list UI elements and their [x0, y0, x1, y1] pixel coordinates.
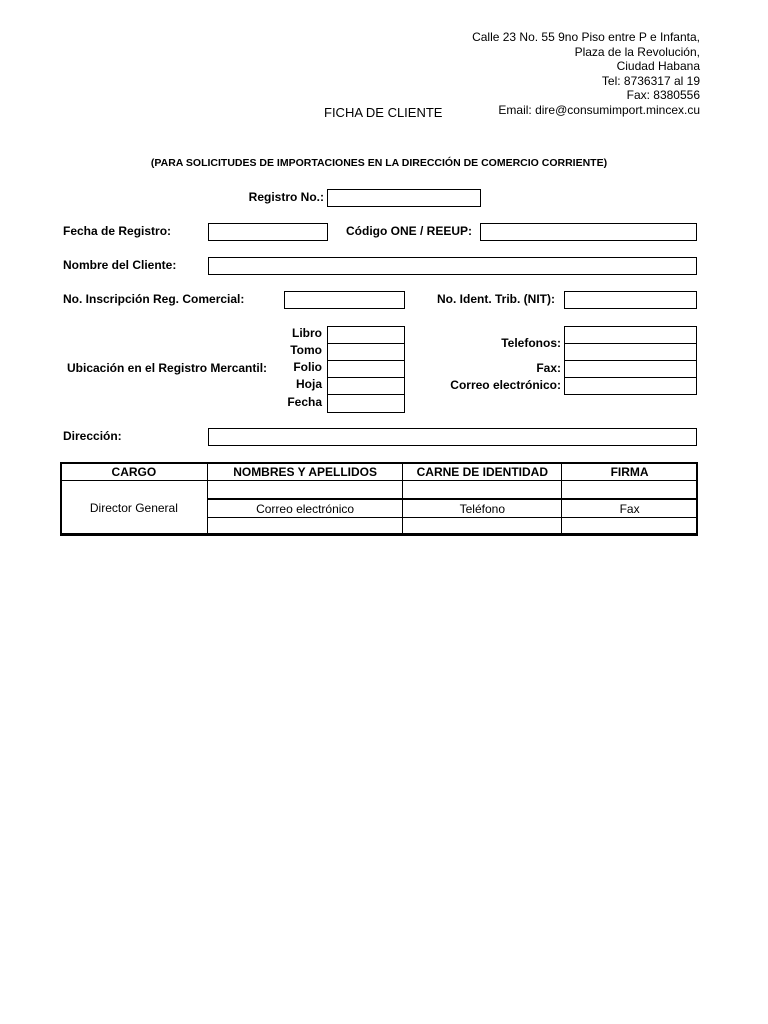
page-subtitle: (PARA SOLICITUDES DE IMPORTACIONES EN LA DIRECCIÓN DE COMERCIO CORRIENTE): [150, 157, 608, 169]
registro-field[interactable]: [327, 189, 481, 207]
telefonos-label: Telefonos:: [501, 336, 561, 350]
director-general-label: Director General: [61, 481, 208, 536]
subheader-correo: Correo electrónico: [207, 499, 403, 518]
direccion-label: Dirección:: [63, 429, 122, 443]
fax-field[interactable]: [564, 360, 697, 378]
fecha-field[interactable]: [327, 394, 405, 413]
header-cargo: CARGO: [61, 463, 208, 481]
subheader-fax: Fax: [562, 499, 698, 518]
libro-label: Libro: [292, 326, 322, 340]
company-address: [472, 30, 700, 117]
nit-label: No. Ident. Trib. (NIT):: [437, 292, 555, 306]
header-nombres: NOMBRES Y APELLIDOS: [207, 463, 403, 481]
codigo-field[interactable]: [480, 223, 697, 241]
nombre-field[interactable]: [208, 257, 697, 275]
header-firma: FIRMA: [562, 463, 698, 481]
inscripcion-field[interactable]: [284, 291, 405, 309]
telefono-field-2[interactable]: [564, 343, 697, 361]
table-header-row: [61, 463, 698, 481]
correo-field[interactable]: [564, 377, 697, 395]
address-line: Plaza de la Revolución,: [574, 44, 700, 59]
header-carne: CARNE DE IDENTIDAD: [403, 463, 562, 481]
tomo-field[interactable]: [327, 343, 405, 361]
table-row: [61, 481, 698, 500]
folio-field[interactable]: [327, 360, 405, 378]
nombres-cell[interactable]: [207, 481, 403, 500]
direccion-field[interactable]: [208, 428, 697, 446]
ubicacion-label: Ubicación en el Registro Mercantil:: [67, 361, 268, 375]
nombre-label: Nombre del Cliente:: [63, 258, 177, 272]
address-line: Fax: 8380556: [626, 88, 700, 102]
inscripcion-label: No. Inscripción Reg. Comercial:: [63, 292, 245, 306]
address-line: Calle 23 No. 55 9no Piso entre P e Infanta,: [472, 30, 700, 44]
tomo-label: Tomo: [290, 343, 322, 357]
address-line: Email: dire@consumimport.mincex.cu: [498, 102, 700, 117]
fecha-label: Fecha: [287, 395, 322, 409]
telefono-field-1[interactable]: [564, 326, 697, 344]
fecha-registro-label: Fecha de Registro:: [63, 224, 172, 238]
correo-label: Correo electrónico:: [450, 378, 561, 392]
correo-cell[interactable]: [207, 518, 403, 536]
registro-label: Registro No.:: [248, 190, 324, 204]
address-line: Ciudad Habana: [616, 59, 700, 73]
fax-label: Fax:: [536, 361, 561, 375]
libro-field[interactable]: [327, 326, 405, 344]
subheader-telefono: Teléfono: [403, 499, 562, 518]
director-table: [60, 462, 698, 536]
telefono-cell[interactable]: [403, 518, 562, 536]
nit-field[interactable]: [564, 291, 697, 309]
folio-label: Folio: [293, 360, 322, 374]
firma-cell[interactable]: [562, 481, 698, 500]
hoja-label: Hoja: [295, 377, 322, 391]
codigo-label: Código ONE / REEUP:: [346, 224, 472, 238]
page-title: FICHA DE CLIENTE: [324, 105, 443, 120]
fax-cell[interactable]: [562, 518, 698, 536]
carne-cell[interactable]: [403, 481, 562, 500]
hoja-field[interactable]: [327, 377, 405, 395]
fecha-registro-field[interactable]: [208, 223, 328, 241]
address-line: Tel: 8736317 al 19: [601, 73, 700, 88]
